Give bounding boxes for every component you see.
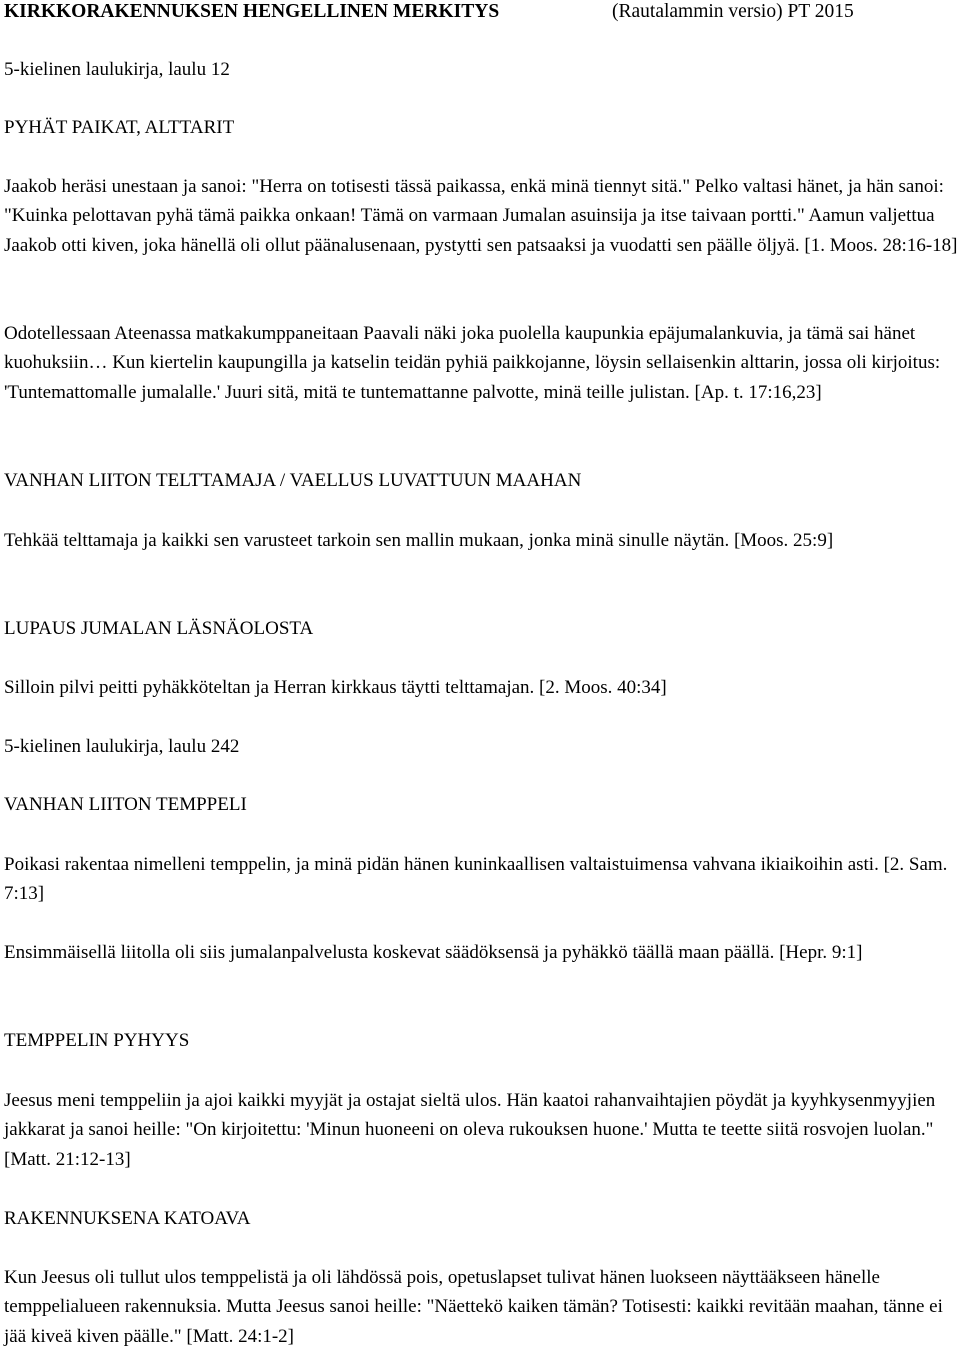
section-heading-pyhat-paikat: PYHÄT PAIKAT, ALTTARIT xyxy=(4,117,235,138)
paragraph-jeesus-temppeli: Jeesus meni temppeliin ja ajoi kaikki myyjät ja ostajat sieltä ulos. Hän kaatoi rahanvaihtajien pöydät ja kyyhkysenmyyjien jakkarat ja sanoi heille: "On kirjoitettu: 'Minun huoneeni on oleva rukouksen huone.' Mutta te teette siitä rosvojen luolan." [Matt. 21:12-13] xyxy=(4,1090,936,1170)
paragraph-kun-jeesus: Kun Jeesus oli tullut ulos temppelistä ja oli lähdössä pois, opetuslapset tulivat hänen luokseen näyttääkseen hänelle temppelialueen rakennuksia. Mutta Jeesus sanoi heille: "Näettekö kaiken tämän? Totisesti: kaikki revitään maahan, tänne ei jää kiveä kiven päälle." [Matt. 24:1-2] xyxy=(4,1267,943,1347)
section-heading-lupaus: LUPAUS JUMALAN LÄSNÄOLOSTA xyxy=(4,618,314,639)
section-heading-katoava: RAKENNUKSENA KATOAVA xyxy=(4,1208,251,1229)
paragraph-telttamaja: Tehkää telttamaja ja kaikki sen varusteet tarkoin sen mallin mukaan, jonka minä sinulle näytän. [Moos. 25:9] xyxy=(4,530,834,551)
paragraph-pilvi: Silloin pilvi peitti pyhäkköteltan ja Herran kirkkaus täytti telttamajan. [2. Moos. 40:34] xyxy=(4,677,667,698)
paragraph-paavali: Odotellessaan Ateenassa matkakumppaneitaan Paavali näki joka puolella kaupunkia epäjumalankuvia, ja tämä sai hänet kuohuksiin… Kun kiertelin kaupungilla ja katselin teidän pyhiä paikkojanne, löysin sellaisenkin alttarin, jossa oli kirjoitus: 'Tuntemattomalle jumalalle.' Juuri sitä, mitä te tuntemattanne palvotte, minä teille julistan. [Ap. t. 17:16,23] xyxy=(4,323,941,403)
section-heading-pyhyys: TEMPPELIN PYHYYS xyxy=(4,1030,190,1051)
document-version: (Rautalammin versio) PT 2015 xyxy=(612,1,854,22)
document-title: KIRKKORAKENNUKSEN HENGELLINEN MERKITYS xyxy=(4,1,500,22)
paragraph-jaakob: Jaakob heräsi unestaan ja sanoi: "Herra on totisesti tässä paikassa, enkä minä tiennyt sitä." Pelko valtasi hänet, ja hän sanoi: "Kuinka pelottavan pyhä tämä paikka onkaan! Tämä on varmaan Jumalan asuinsija ja itse taivaan portti." Aamun valjettua Jaakob otti kiven, joka hänellä oli ollut päänalusenaan, pystytti sen patsaaksi ja vuodatti sen päälle öljyä. [1. Moos. 28:16-18] xyxy=(4,176,958,256)
section-heading-temppeli: VANHAN LIITON TEMPPELI xyxy=(4,794,247,815)
paragraph-poikasi: Poikasi rakentaa nimelleni temppelin, ja minä pidän hänen kuninkaallisen valtaistuimensa vahvana ikiaikoihin asti. [2. Sam. 7:13] xyxy=(4,854,948,905)
section-heading-telttamaja: VANHAN LIITON TELTTAMAJA / VAELLUS LUVATTUUN MAAHAN xyxy=(4,470,582,491)
hymn-reference-12: 5-kielinen laulukirja, laulu 12 xyxy=(4,59,230,80)
paragraph-ensimmaisella: Ensimmäisellä liitolla oli siis jumalanpalvelusta koskevat säädöksensä ja pyhäkkö täällä maan päällä. [Hepr. 9:1] xyxy=(4,942,863,963)
document-header xyxy=(4,0,954,26)
hymn-reference-242: 5-kielinen laulukirja, laulu 242 xyxy=(4,736,240,757)
